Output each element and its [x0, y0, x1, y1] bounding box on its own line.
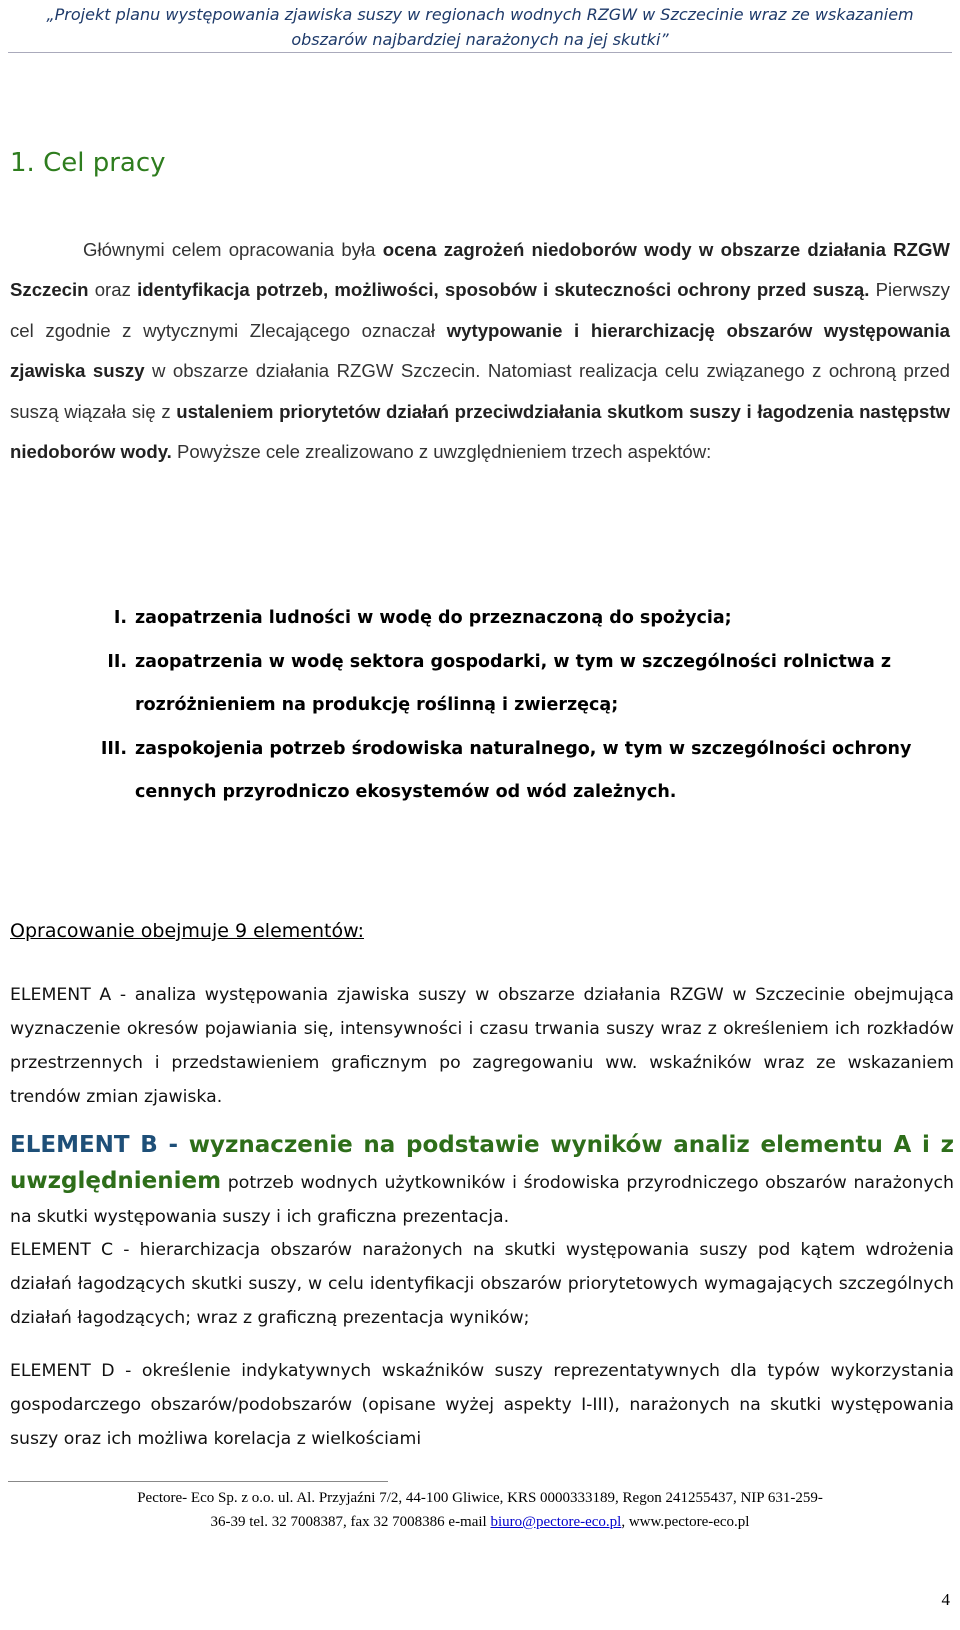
- list-item: [10, 728, 950, 815]
- aspect-text: zaspokojenia potrzeb środowiska naturalnego, w tym w szczególności ochrony cennych przyrodniczo ekosystemów od wód zależnych.: [135, 738, 912, 802]
- footer-contact: 36-39 tel. 32 7008387, fax 32 7008386 e-mail: [210, 1514, 491, 1530]
- page-footer: [10, 1486, 950, 1534]
- elements-heading: Opracowanie obejmuje 9 elementów:: [10, 920, 364, 942]
- element-b-highlight: wyznaczenie na podstawie wyników analiz elementu A i z uwzględnieniem: [10, 1132, 954, 1194]
- section-title: 1. Cel pracy: [10, 148, 166, 178]
- element-c-text: - hierarchizacja obszarów narażonych na skutki występowania suszy pod kątem wdrożenia działań łagodzących skutki suszy, w celu identyfikacji obszarów priorytetowych wymagających szczególnych działań łagodzących; wraz z graficzną prezentacja wyników;: [10, 1240, 954, 1328]
- element-a-text: - analiza występowania zjawiska suszy w obszarze działania RZGW w Szczecinie obejmująca wyznaczenie okresów pojawiania się, intensywności i czasu trwania suszy wraz z określeniem ich rozkładów przestrzennych i przedstawieniem graficznym po zagregowaniu ww. wskaźników wraz ze wskazaniem trendów zmian zjawiska.: [10, 985, 954, 1107]
- element-d-label: ELEMENT D: [10, 1361, 115, 1381]
- footer-website: , www.pectore-eco.pl: [621, 1514, 750, 1530]
- element-c-label: ELEMENT C: [10, 1240, 114, 1260]
- email-link[interactable]: biuro@pectore-eco.pl: [490, 1514, 622, 1530]
- element-b: [10, 1128, 954, 1234]
- intro-bold-1: ocena zagrożeń niedoborów wody w obszarze działania RZGW Szczecin: [10, 239, 950, 301]
- intro-paragraph: [10, 230, 950, 472]
- element-d: [10, 1354, 954, 1456]
- header-divider: [8, 52, 952, 53]
- header-line-1: „Projekt planu występowania zjawiska suszy w regionach wodnych RZGW w Szczecinie wraz ze wskazaniem: [46, 5, 914, 24]
- intro-text-1: Głównymi celem opracowania była: [83, 239, 383, 260]
- aspect-text: zaopatrzenia ludności w wodę do przeznaczoną do spożycia;: [135, 608, 732, 628]
- intro-text-3: Pierwszy cel zgodnie z wytycznymi Zlecającego oznaczał: [10, 279, 950, 341]
- intro-text-5: Powyższe cele zrealizowano z uwzględnieniem trzech aspektów:: [171, 441, 712, 463]
- intro-bold-2: identyfikacja potrzeb, możliwości, sposobów i skuteczności ochrony przed suszą.: [137, 279, 870, 301]
- intro-text-4: w obszarze działania RZGW Szczecin. Natomiast realizacja celu związanego z ochroną przed suszą wiązała się z: [10, 360, 950, 422]
- aspect-number: I.: [113, 608, 127, 628]
- running-header: [10, 0, 950, 52]
- element-a-label: ELEMENT A: [10, 985, 112, 1005]
- element-c: [10, 1233, 954, 1335]
- aspect-number: III.: [100, 738, 127, 759]
- intro-bold-4: ustaleniem priorytetów działań przeciwdziałania skutkom suszy i łagodzenia następstw niedoborów wody.: [10, 400, 950, 463]
- footer-divider: [8, 1481, 388, 1482]
- element-d-text: - określenie indykatywnych wskaźników suszy reprezentatywnych dla typów wykorzystania gospodarczego obszarów/podobszarów (opisane wyżej aspekty I-III), narażonych na skutki występowania suszy oraz ich możliwa korelacja z wielkościami: [10, 1361, 954, 1449]
- aspect-text: zaopatrzenia w wodę sektora gospodarki, w tym w szczególności rolnictwa z rozróżnieniem na produkcję roślinną i zwierzęcą;: [135, 651, 892, 715]
- element-b-label: ELEMENT B -: [10, 1132, 179, 1158]
- list-item: [10, 597, 950, 641]
- intro-text-2: oraz: [88, 279, 138, 301]
- element-a: [10, 978, 954, 1114]
- header-line-2: obszarów najbardziej narażonych na jej skutki”: [291, 30, 669, 49]
- page-number: 4: [941, 1590, 950, 1609]
- footer-line-2: [10, 1510, 950, 1534]
- aspect-number: II.: [107, 651, 127, 672]
- element-b-text: potrzeb wodnych użytkowników i środowiska przyrodniczego obszarów narażonych na skutki występowania suszy i ich graficzna prezentacja.: [10, 1173, 954, 1227]
- footer-line-1: Pectore- Eco Sp. z o.o. ul. Al. Przyjaźni 7/2, 44-100 Gliwice, KRS 0000333189, Regon 241255437, NIP 631-259-: [137, 1490, 823, 1506]
- intro-bold-3: wytypowanie i hierarchizację obszarów występowania zjawiska suszy: [10, 319, 950, 382]
- aspects-list: [10, 597, 950, 815]
- list-item: [10, 641, 950, 728]
